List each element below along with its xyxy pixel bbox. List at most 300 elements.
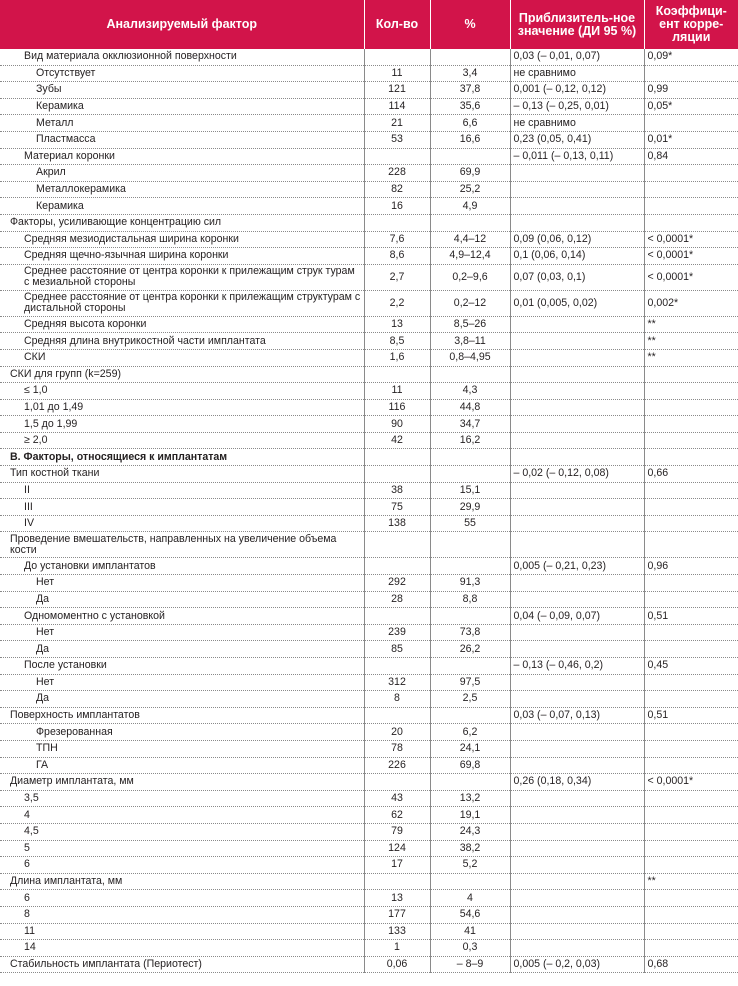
percent-cell: 13,2 <box>430 790 510 807</box>
factor-cell: Металл <box>0 115 364 132</box>
table-row <box>0 383 738 400</box>
table-row <box>0 724 738 741</box>
correlation-cell <box>644 482 738 499</box>
correlation-cell <box>644 532 738 558</box>
factor-cell: Стабильность имплантата (Периотест) <box>0 956 364 973</box>
table-row <box>0 290 738 316</box>
approx-value-cell <box>510 416 644 433</box>
correlation-cell <box>644 591 738 608</box>
approx-value-cell: 0,03 (– 0,07, 0,13) <box>510 707 644 724</box>
table-row <box>0 823 738 840</box>
factor-cell: Пластмасса <box>0 131 364 148</box>
correlation-cell: < 0,0001* <box>644 248 738 265</box>
correlation-cell: < 0,0001* <box>644 774 738 791</box>
factor-cell: 4,5 <box>0 823 364 840</box>
factor-cell: СКИ <box>0 349 364 366</box>
factor-cell: 14 <box>0 940 364 957</box>
percent-cell: 24,3 <box>430 823 510 840</box>
percent-cell: 73,8 <box>430 624 510 641</box>
percent-cell: 29,9 <box>430 499 510 516</box>
correlation-cell <box>644 575 738 592</box>
correlation-cell: 0,09* <box>644 49 738 65</box>
factor-cell: После установки <box>0 658 364 675</box>
table-row <box>0 65 738 82</box>
header-count: Кол-во <box>364 0 430 49</box>
count-cell: 2,7 <box>364 264 430 290</box>
correlation-cell: 0,51 <box>644 608 738 625</box>
percent-cell <box>430 707 510 724</box>
approx-value-cell: 0,09 (0,06, 0,12) <box>510 231 644 248</box>
factor-cell: ГА <box>0 757 364 774</box>
approx-value-cell <box>510 823 644 840</box>
correlation-cell <box>644 198 738 215</box>
percent-cell: 4,4–12 <box>430 231 510 248</box>
percent-cell: 69,9 <box>430 165 510 182</box>
approx-value-cell <box>510 515 644 532</box>
percent-cell <box>430 774 510 791</box>
count-cell: 114 <box>364 98 430 115</box>
approx-value-cell <box>510 857 644 874</box>
table-row <box>0 181 738 198</box>
count-cell: 85 <box>364 641 430 658</box>
count-cell: 124 <box>364 840 430 857</box>
table-row <box>0 499 738 516</box>
percent-cell <box>430 873 510 890</box>
count-cell <box>364 774 430 791</box>
table-row <box>0 231 738 248</box>
approx-value-cell <box>510 316 644 333</box>
count-cell: 20 <box>364 724 430 741</box>
count-cell: 8,5 <box>364 333 430 350</box>
percent-cell: 38,2 <box>430 840 510 857</box>
percent-cell: 97,5 <box>430 674 510 691</box>
approx-value-cell: не сравнимо <box>510 65 644 82</box>
count-cell <box>364 608 430 625</box>
approx-value-cell <box>510 890 644 907</box>
correlation-cell <box>644 757 738 774</box>
correlation-cell: 0,05* <box>644 98 738 115</box>
count-cell: 16 <box>364 198 430 215</box>
count-cell <box>364 873 430 890</box>
factor-cell: 6 <box>0 857 364 874</box>
correlation-cell <box>644 823 738 840</box>
count-cell: 0,06 <box>364 956 430 973</box>
correlation-cell: < 0,0001* <box>644 264 738 290</box>
approx-value-cell <box>510 641 644 658</box>
percent-cell: 44,8 <box>430 399 510 416</box>
factor-cell: Зубы <box>0 82 364 99</box>
table-row <box>0 349 738 366</box>
percent-cell: 16,6 <box>430 131 510 148</box>
percent-cell <box>430 558 510 575</box>
correlation-cell <box>644 674 738 691</box>
approx-value-cell <box>510 940 644 957</box>
approx-value-cell <box>510 532 644 558</box>
count-cell: 1 <box>364 940 430 957</box>
factor-cell: 1,5 до 1,99 <box>0 416 364 433</box>
percent-cell: 6,2 <box>430 724 510 741</box>
count-cell <box>364 148 430 165</box>
table-row <box>0 416 738 433</box>
factor-cell: ≤ 1,0 <box>0 383 364 400</box>
table-row <box>0 466 738 483</box>
factor-cell: Нет <box>0 674 364 691</box>
factor-cell: Средняя щечно-язычная ширина коронки <box>0 248 364 265</box>
percent-cell <box>430 449 510 466</box>
correlation-cell <box>644 691 738 708</box>
percent-cell <box>430 466 510 483</box>
approx-value-cell <box>510 691 644 708</box>
percent-cell: 69,8 <box>430 757 510 774</box>
correlation-cell <box>644 724 738 741</box>
percent-cell: 8,8 <box>430 591 510 608</box>
approx-value-cell <box>510 674 644 691</box>
approx-value-cell <box>510 214 644 231</box>
percent-cell: 4,3 <box>430 383 510 400</box>
approx-value-cell: 0,04 (– 0,09, 0,07) <box>510 608 644 625</box>
percent-cell <box>430 148 510 165</box>
approx-value-cell <box>510 198 644 215</box>
count-cell: 8,6 <box>364 248 430 265</box>
count-cell: 226 <box>364 757 430 774</box>
factor-cell: Металлокерамика <box>0 181 364 198</box>
correlation-cell <box>644 432 738 449</box>
percent-cell: 4,9 <box>430 198 510 215</box>
approx-value-cell <box>510 906 644 923</box>
table-row <box>0 890 738 907</box>
factor-cell: Одномоментно с установкой <box>0 608 364 625</box>
approx-value-cell: – 0,13 (– 0,46, 0,2) <box>510 658 644 675</box>
factor-cell: II <box>0 482 364 499</box>
approx-value-cell <box>510 482 644 499</box>
correlation-cell <box>644 923 738 940</box>
count-cell: 133 <box>364 923 430 940</box>
approx-value-cell <box>510 181 644 198</box>
header-correlation: Коэффици-ент корре-ляции <box>644 0 738 49</box>
approx-value-cell <box>510 449 644 466</box>
factor-cell: ≥ 2,0 <box>0 432 364 449</box>
correlation-cell <box>644 641 738 658</box>
factor-cell: III <box>0 499 364 516</box>
approx-value-cell: 0,26 (0,18, 0,34) <box>510 774 644 791</box>
percent-cell <box>430 532 510 558</box>
approx-value-cell: 0,005 (– 0,2, 0,03) <box>510 956 644 973</box>
table-row <box>0 591 738 608</box>
factor-cell: До установки имплантатов <box>0 558 364 575</box>
approx-value-cell <box>510 923 644 940</box>
header-factor: Анализируемый фактор <box>0 0 364 49</box>
table-row <box>0 131 738 148</box>
percent-cell: 41 <box>430 923 510 940</box>
approx-value-cell <box>510 757 644 774</box>
count-cell <box>364 366 430 383</box>
approx-value-cell: – 0,13 (– 0,25, 0,01) <box>510 98 644 115</box>
table-row <box>0 115 738 132</box>
correlation-cell: 0,01* <box>644 131 738 148</box>
count-cell: 7,6 <box>364 231 430 248</box>
percent-cell: 35,6 <box>430 98 510 115</box>
correlation-cell <box>644 383 738 400</box>
count-cell: 17 <box>364 857 430 874</box>
count-cell: 239 <box>364 624 430 641</box>
table-row <box>0 691 738 708</box>
count-cell <box>364 449 430 466</box>
table-row <box>0 956 738 973</box>
correlation-cell <box>644 515 738 532</box>
factor-cell: Нет <box>0 624 364 641</box>
count-cell: 292 <box>364 575 430 592</box>
table-row <box>0 624 738 641</box>
count-cell <box>364 466 430 483</box>
count-cell <box>364 707 430 724</box>
correlation-cell: < 0,0001* <box>644 231 738 248</box>
table-row <box>0 165 738 182</box>
approx-value-cell <box>510 366 644 383</box>
correlation-cell <box>644 214 738 231</box>
percent-cell: 37,8 <box>430 82 510 99</box>
factor-cell: Проведение вмешательств, направленных на увеличение объема кости <box>0 532 364 558</box>
table-row <box>0 774 738 791</box>
count-cell: 82 <box>364 181 430 198</box>
correlation-cell <box>644 449 738 466</box>
correlation-cell: ** <box>644 349 738 366</box>
count-cell: 8 <box>364 691 430 708</box>
percent-cell: 24,1 <box>430 740 510 757</box>
factor-cell: Диаметр имплантата, мм <box>0 774 364 791</box>
table-row <box>0 264 738 290</box>
approx-value-cell <box>510 499 644 516</box>
approx-value-cell <box>510 840 644 857</box>
factor-cell: 1,01 до 1,49 <box>0 399 364 416</box>
correlation-cell: ** <box>644 316 738 333</box>
count-cell: 2,2 <box>364 290 430 316</box>
percent-cell: 0,8–4,95 <box>430 349 510 366</box>
percent-cell: 26,2 <box>430 641 510 658</box>
percent-cell: 19,1 <box>430 807 510 824</box>
correlation-cell <box>644 399 738 416</box>
correlation-cell: ** <box>644 333 738 350</box>
table-row <box>0 790 738 807</box>
table-row <box>0 49 738 65</box>
percent-cell: 55 <box>430 515 510 532</box>
count-cell: 43 <box>364 790 430 807</box>
correlation-cell: 0,99 <box>644 82 738 99</box>
count-cell: 11 <box>364 383 430 400</box>
count-cell: 79 <box>364 823 430 840</box>
table-row <box>0 148 738 165</box>
count-cell: 228 <box>364 165 430 182</box>
factor-cell: Среднее расстояние от центра коронки к прилежащим струк турам с мезиальной стороны <box>0 264 364 290</box>
percent-cell: 15,1 <box>430 482 510 499</box>
factor-cell: Средняя длина внутрикостной части имплантата <box>0 333 364 350</box>
table-row <box>0 214 738 231</box>
percent-cell <box>430 658 510 675</box>
correlation-cell <box>644 65 738 82</box>
table-row <box>0 399 738 416</box>
percent-cell: 2,5 <box>430 691 510 708</box>
table-row <box>0 316 738 333</box>
factor-cell: Вид материала окклюзионной поверхности <box>0 49 364 65</box>
correlation-cell: 0,96 <box>644 558 738 575</box>
table-row <box>0 940 738 957</box>
table-row <box>0 906 738 923</box>
factor-cell: Средняя высота коронки <box>0 316 364 333</box>
approx-value-cell <box>510 624 644 641</box>
table-row <box>0 608 738 625</box>
factor-cell: Нет <box>0 575 364 592</box>
percent-cell <box>430 366 510 383</box>
percent-cell: – 8–9 <box>430 956 510 973</box>
approx-value-cell <box>510 383 644 400</box>
count-cell: 90 <box>364 416 430 433</box>
correlation-cell <box>644 366 738 383</box>
approx-value-cell <box>510 575 644 592</box>
count-cell <box>364 658 430 675</box>
table-row <box>0 532 738 558</box>
count-cell: 121 <box>364 82 430 99</box>
factor-cell: ТПН <box>0 740 364 757</box>
approx-value-cell <box>510 165 644 182</box>
count-cell <box>364 49 430 65</box>
factor-cell: IV <box>0 515 364 532</box>
count-cell: 312 <box>364 674 430 691</box>
table-row <box>0 198 738 215</box>
percent-cell <box>430 608 510 625</box>
count-cell: 21 <box>364 115 430 132</box>
percent-cell: 54,6 <box>430 906 510 923</box>
table-row <box>0 923 738 940</box>
factor-cell: Поверхность имплантатов <box>0 707 364 724</box>
table-row <box>0 515 738 532</box>
factor-cell: Средняя мезиодистальная ширина коронки <box>0 231 364 248</box>
percent-cell: 0,3 <box>430 940 510 957</box>
approx-value-cell: 0,23 (0,05, 0,41) <box>510 131 644 148</box>
approx-value-cell <box>510 399 644 416</box>
factor-cell: 4 <box>0 807 364 824</box>
factor-cell: 11 <box>0 923 364 940</box>
percent-cell: 34,7 <box>430 416 510 433</box>
correlation-cell: 0,84 <box>644 148 738 165</box>
table-row <box>0 707 738 724</box>
percent-cell: 3,8–11 <box>430 333 510 350</box>
count-cell: 13 <box>364 316 430 333</box>
table-row <box>0 840 738 857</box>
approx-value-cell <box>510 740 644 757</box>
table-row <box>0 432 738 449</box>
table-row <box>0 98 738 115</box>
approx-value-cell <box>510 807 644 824</box>
table-header <box>0 0 738 49</box>
correlation-cell <box>644 740 738 757</box>
percent-cell: 8,5–26 <box>430 316 510 333</box>
table-row <box>0 449 738 466</box>
table-row <box>0 658 738 675</box>
table-row <box>0 575 738 592</box>
correlation-cell <box>644 624 738 641</box>
table-row <box>0 366 738 383</box>
percent-cell: 3,4 <box>430 65 510 82</box>
approx-value-cell: не сравнимо <box>510 115 644 132</box>
approx-value-cell <box>510 432 644 449</box>
correlation-cell <box>644 790 738 807</box>
approx-value-cell: – 0,011 (– 0,13, 0,11) <box>510 148 644 165</box>
count-cell: 1,6 <box>364 349 430 366</box>
table-row <box>0 740 738 757</box>
factor-cell: Факторы, усиливающие концентрацию сил <box>0 214 364 231</box>
factor-cell: СКИ для групп (k=259) <box>0 366 364 383</box>
count-cell: 177 <box>364 906 430 923</box>
correlation-cell <box>644 857 738 874</box>
table-row <box>0 641 738 658</box>
factor-cell: B. Факторы, относящиеся к имплантатам <box>0 449 364 466</box>
percent-cell: 25,2 <box>430 181 510 198</box>
factor-cell: 5 <box>0 840 364 857</box>
approx-value-cell <box>510 790 644 807</box>
count-cell: 138 <box>364 515 430 532</box>
table-row <box>0 82 738 99</box>
correlation-cell <box>644 416 738 433</box>
approx-value-cell: – 0,02 (– 0,12, 0,08) <box>510 466 644 483</box>
count-cell: 38 <box>364 482 430 499</box>
count-cell: 78 <box>364 740 430 757</box>
count-cell: 62 <box>364 807 430 824</box>
percent-cell: 4 <box>430 890 510 907</box>
factor-cell: Керамика <box>0 198 364 215</box>
percent-cell: 4,9–12,4 <box>430 248 510 265</box>
table-row <box>0 333 738 350</box>
approx-value-cell: 0,03 (– 0,01, 0,07) <box>510 49 644 65</box>
factor-cell: 8 <box>0 906 364 923</box>
correlation-cell <box>644 940 738 957</box>
percent-cell: 91,3 <box>430 575 510 592</box>
factor-cell: Да <box>0 641 364 658</box>
approx-value-cell: 0,001 (– 0,12, 0,12) <box>510 82 644 99</box>
approx-value-cell: 0,1 (0,06, 0,14) <box>510 248 644 265</box>
approx-value-cell <box>510 333 644 350</box>
factor-cell: Материал коронки <box>0 148 364 165</box>
correlation-cell <box>644 890 738 907</box>
correlation-cell: 0,002* <box>644 290 738 316</box>
factor-cell: Среднее расстояние от центра коронки к прилежащим структурам с дистальной стороны <box>0 290 364 316</box>
percent-cell <box>430 214 510 231</box>
header-approx-value: Приблизитель-ное значение (ДИ 95 %) <box>510 0 644 49</box>
count-cell: 42 <box>364 432 430 449</box>
approx-value-cell <box>510 724 644 741</box>
approx-value-cell <box>510 873 644 890</box>
correlation-cell <box>644 181 738 198</box>
count-cell <box>364 532 430 558</box>
factor-cell: Тип костной ткани <box>0 466 364 483</box>
percent-cell: 6,6 <box>430 115 510 132</box>
correlation-cell: 0,51 <box>644 707 738 724</box>
correlation-cell: ** <box>644 873 738 890</box>
approx-value-cell: 0,07 (0,03, 0,1) <box>510 264 644 290</box>
header-percent: % <box>430 0 510 49</box>
factor-cell: 6 <box>0 890 364 907</box>
correlation-cell: 0,68 <box>644 956 738 973</box>
count-cell <box>364 558 430 575</box>
percent-cell: 0,2–9,6 <box>430 264 510 290</box>
count-cell: 11 <box>364 65 430 82</box>
count-cell <box>364 214 430 231</box>
table-row <box>0 873 738 890</box>
count-cell: 28 <box>364 591 430 608</box>
percent-cell: 16,2 <box>430 432 510 449</box>
correlation-cell <box>644 499 738 516</box>
factor-cell: Да <box>0 591 364 608</box>
correlation-cell: 0,66 <box>644 466 738 483</box>
table-row <box>0 482 738 499</box>
